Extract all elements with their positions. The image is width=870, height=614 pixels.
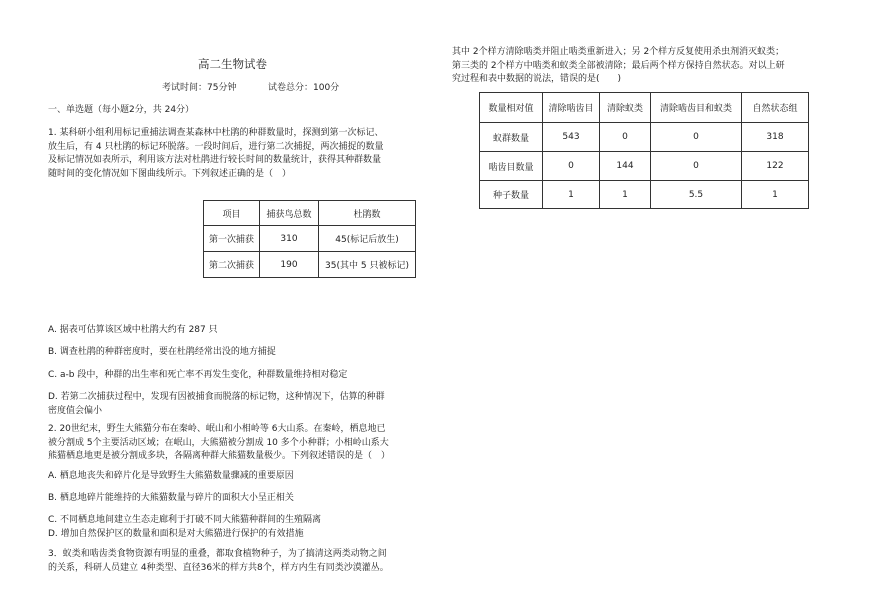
table-header-cell: 清除啮齿目 xyxy=(543,93,600,123)
table-cell: 144 xyxy=(600,152,651,181)
text-line: D. 若第二次捕获过程中，发现有因被捕食而脱落的标记物，这种情况下，估算的种群 xyxy=(48,392,385,402)
table-cell: 种子数量 xyxy=(480,181,543,209)
table-cell: 蚁群数量 xyxy=(480,123,543,152)
table-cell: 啮齿目数量 xyxy=(480,152,543,181)
table-row xyxy=(204,226,416,252)
table-cell: 1 xyxy=(600,181,651,209)
table-cell: 310 xyxy=(260,226,319,252)
table-cell: 122 xyxy=(742,152,809,181)
table-header-cell: 自然状态组 xyxy=(742,93,809,123)
option-b: B. 栖息地碎片能维持的大熊猫数量与碎片的面积大小呈正相关 xyxy=(48,493,294,503)
table-header-cell: 杜鹃数 xyxy=(319,201,416,226)
option-c: C. 不同栖息地间建立生态走廊利于打破不同大熊猫种群间的生殖隔离 xyxy=(48,515,322,525)
text-line: 第三类的 2个样方中啮类和蚁类全部被清除；最后两个样方保持自然状态。对以上研 xyxy=(452,60,785,71)
table-cell: 第二次捕获 xyxy=(204,252,260,278)
table-cell: 0 xyxy=(651,123,742,152)
text-line: 的关系，科研人员建立 4种类型、直径36米的样方共8个，样方内生有同类沙漠灌丛。 xyxy=(48,562,389,573)
table-cell: 190 xyxy=(260,252,319,278)
table-header-cell: 清除蚁类 xyxy=(600,93,651,123)
option-c: C. a-b 段中，种群的出生率和死亡率不再发生变化，种群数量维持相对稳定 xyxy=(48,370,348,380)
question-3-stem xyxy=(48,548,389,575)
table-cell: 45(标记后放生) xyxy=(319,226,416,252)
population-table xyxy=(479,92,809,209)
exam-time: 考试时间：75分钟 xyxy=(162,83,237,93)
table-row xyxy=(204,252,416,278)
table-cell: 0 xyxy=(651,152,742,181)
table-cell: 0 xyxy=(543,152,600,181)
table-header-cell: 清除啮齿目和蚁类 xyxy=(651,93,742,123)
table-cell: 543 xyxy=(543,123,600,152)
table-header-cell: 捕获鸟总数 xyxy=(260,201,319,226)
option-d xyxy=(48,391,385,418)
option-b: B. 调查杜鹃的种群密度时，要在杜鹃经常出没的地方捕捉 xyxy=(48,347,276,357)
table-header-cell: 项目 xyxy=(204,201,260,226)
text-line: 3．蚁类和啮齿类食物资源有明显的重叠，都取食植物种子，为了搞清这两类动物之间 xyxy=(48,549,387,559)
question-1-stem xyxy=(48,127,383,181)
option-a: A. 据表可估算该区域中杜鹃大约有 287 只 xyxy=(48,325,218,335)
table-cell: 0 xyxy=(600,123,651,152)
text-line: 随时间的变化情况如下图曲线所示。下列叙述正确的是（ ） xyxy=(48,168,292,179)
text-line: 及标记情况如表所示，利用该方法对杜鹃进行较长时间的数量统计，获得其种群数量 xyxy=(48,155,382,165)
text-line: 放生后，有 4 只杜鹃的标记环脱落。一段时间后，进行第二次捕捉，两次捕捉的数量 xyxy=(48,141,384,152)
option-d: D. 增加自然保护区的数量和面积是对大熊猫进行保护的有效措施 xyxy=(48,529,304,539)
table-cell: 318 xyxy=(742,123,809,152)
text-line: 被分割成 5个主要活动区域；在岷山，大熊猫被分割成 10 多个小种群；小相岭山系大 xyxy=(48,437,389,448)
table-cell: 1 xyxy=(742,181,809,209)
table-header-row xyxy=(480,93,809,123)
text-line: 密度值会偏小 xyxy=(48,405,103,416)
table-cell: 1 xyxy=(543,181,600,209)
option-a: A. 栖息地丧失和碎片化是导致野生大熊猫数量骤减的重要原因 xyxy=(48,471,294,481)
table-row xyxy=(480,181,809,209)
table-row xyxy=(480,123,809,152)
text-line: 1. 某科研小组利用标记重捕法调查某森林中杜鹃的种群数量时，探测到第一次标记、 xyxy=(48,128,384,138)
table-header-row xyxy=(204,201,416,226)
table-cell: 5.5 xyxy=(651,181,742,209)
table-header-cell: 数量相对值 xyxy=(480,93,543,123)
question-2-stem xyxy=(48,423,390,464)
page-title: 高二生物试卷 xyxy=(198,57,267,71)
table-cell: 35(其中 5 只被标记) xyxy=(319,252,416,278)
text-line: 熊猫栖息地更是被分割成多块，各隔离种群大熊猫数量极少。下列叙述错误的是（ ） xyxy=(48,451,391,461)
text-line: 其中 2个样方清除啮类并阻止啮类重新进入；另 2个样方反复使用杀虫剂消灭蚁类； xyxy=(452,47,785,57)
table-cell: 第一次捕获 xyxy=(204,226,260,252)
total-score: 试卷总分：100分 xyxy=(268,83,340,93)
section-heading: 一、单选题（每小题2分，共 24分） xyxy=(48,105,195,115)
text-line: 2. 20世纪末，野生大熊猫分布在秦岭、岷山和小相岭等 6大山系。在秦岭，栖息地已 xyxy=(48,424,386,434)
capture-table xyxy=(203,200,416,278)
table-row xyxy=(480,152,809,181)
text-line: 究过程和表中数据的说法，错误的是( ) xyxy=(452,74,622,84)
question-3-continued xyxy=(452,46,785,87)
